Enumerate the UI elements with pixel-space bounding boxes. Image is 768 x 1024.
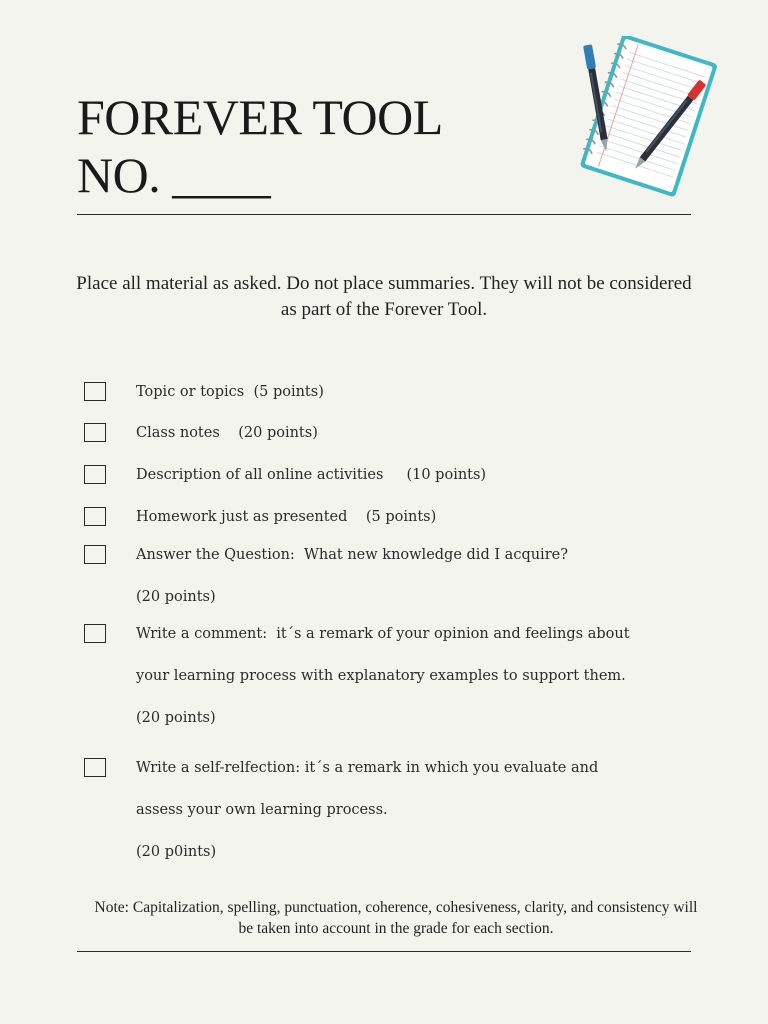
checkbox[interactable] [84,758,106,777]
checklist-item-text [136,454,696,496]
checklist-item-text [136,371,696,413]
checkbox[interactable] [84,465,106,484]
checkbox[interactable] [84,423,106,442]
checklist-item-line: Topic or topics (5 points) [136,384,324,400]
grading-note: Note: Capitalization, spelling, punctuation, coherence, cohesiveness, clarity, and consistency will be taken into account in the grade for each section. [94,899,698,937]
title-line-1: FOREVER TOOL [77,89,443,145]
bottom-divider [77,951,691,952]
title-line-2: NO. ____ [77,147,271,203]
checkbox[interactable] [84,507,106,526]
checklist-item-text [136,747,696,873]
checklist-item-line: Write a self-relfection: it´s a remark in which you evaluate and [136,760,599,776]
checklist-item-line: (20 points) [136,710,216,726]
checklist-item-text [136,534,696,618]
checklist-item-line: (20 p0ints) [136,844,217,860]
checklist-item-line: assess your own learning process. [136,802,388,818]
checkbox[interactable] [84,382,106,401]
checklist-item-line: (20 points) [136,589,216,605]
checkbox[interactable] [84,624,106,643]
checklist-item-line: Write a comment: it´s a remark of your opinion and feelings about [136,626,630,642]
checklist-item-text [136,496,696,538]
checklist-item-line: Description of all online activities (10 points) [136,467,487,483]
checklist-item-line: Homework just as presented (5 points) [136,509,437,525]
page-title [77,88,443,204]
instructions-text: Place all material as asked. Do not place summaries. They will not be considered as part of the Forever Tool. [76,273,692,320]
checklist-item-line: Class notes (20 points) [136,425,318,441]
top-divider [77,214,691,215]
notebook-with-pens-icon [568,36,728,200]
checklist-item-text [136,412,696,454]
checklist-item-text [136,613,696,739]
checklist-item-line: your learning process with explanatory examples to support them. [136,668,626,684]
checkbox[interactable] [84,545,106,564]
checklist-item-line: Answer the Question: What new knowledge did I acquire? [136,547,568,563]
